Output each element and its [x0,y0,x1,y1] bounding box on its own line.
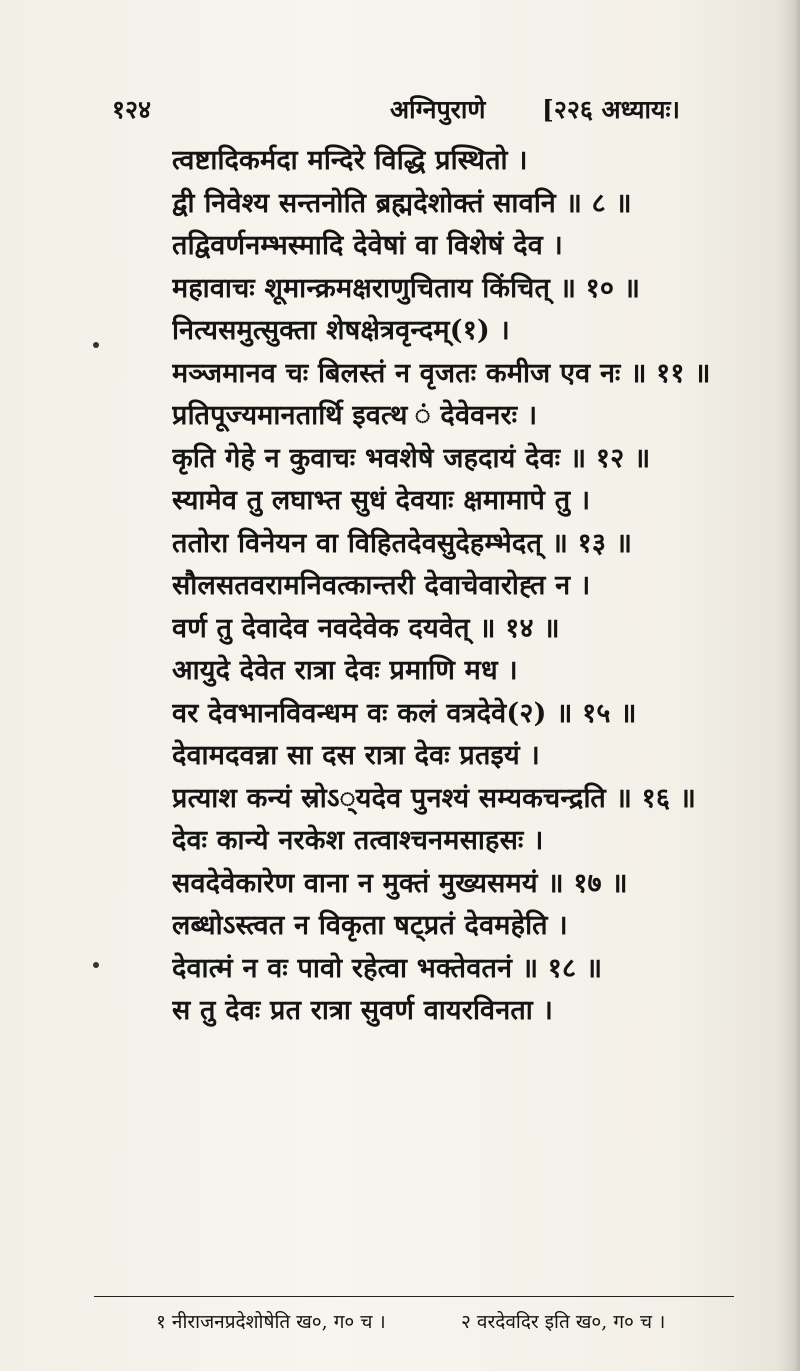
verse-line: स तु देवः प्रत रात्रा सुवर्ण वायरविनता । [172,995,554,1026]
verse-line: मञ्जमानव चः बिलस्तं न वृजतः कमीज एव नः ॥ ११ ॥ [172,357,711,389]
verse-line: सौलसतवरामनिवत्कान्तरी देवाचेवारोह्त न । [172,570,591,601]
margin-mark [93,962,99,968]
page-number: १२४ [112,95,152,124]
chapter-label: [२२६ अध्यायः। [542,95,681,124]
footnote-rule [94,1296,734,1297]
running-header [112,92,702,132]
verse-line: महावाचः शूमान्क्रमक्षराणुचिताय किंचित् ॥ १० ॥ [172,272,641,304]
verse-line: कृति गेहे न कुवाचः भवशेषे जहदायं देवः ॥ १२ ॥ [172,442,651,474]
verse-line: सवदेवेकारेण वाना न मुक्तं मुख्यसमयं ॥ १७ ॥ [172,867,628,899]
verse-line: वर देवभानविवन्धम वः कलं वत्रदेवे(२) ॥ १५ ॥ [172,697,637,729]
verse-line: त्वष्टादिकर्मदा मन्दिरे विद्धि प्रस्थितो । [172,145,528,176]
verse-line: तद्विवर्णनम्भस्मादि देवेषां वा विशेषं देव । [172,230,563,261]
running-title: अग्निपुराणे [390,95,486,124]
margin-mark [93,342,99,348]
footnote-1: १ नीराजनप्रदेशोषेति ख०, ग० च । [156,1311,386,1333]
verse-line: देवात्मं न वः पावो रहेत्वा भक्तेवतनं ॥ १८ ॥ [172,952,603,984]
verse-line: देवामदवन्ना सा दस रात्रा देवः प्रतइयं । [172,740,540,771]
verse-line: वर्ण तु देवादेव नवदेवेक दयवेत् ॥ १४ ॥ [172,612,560,644]
verse-line: लब्धोऽस्त्वत न विकृता षट्प्रतं देवमहेति । [172,910,568,941]
verse-line: नित्यसमुत्सुक्ता शेषक्षेत्रवृन्दम्(१) । [172,315,510,346]
page-edge-shadow [778,0,800,1371]
footnote-2: २ वरदेवदिर इति ख०, ग० च । [461,1311,666,1333]
verse-line: स्यामेव तु लघाभ्त सुधं देवयाः क्षमामापे तु । [172,485,591,516]
footnotes [156,1308,756,1338]
verse-line: द्वी निवेश्य सन्तनोति ब्रह्मदेशोक्तं सावनि ॥ ८ ॥ [172,187,632,219]
verse-block [172,140,732,1033]
verse-line: प्रतिपूज्यमानतार्थि इवत्थ ं देवेवनरः । [172,400,538,431]
verse-line: ततोरा विनेयन वा विहितदेवसुदेहम्भेदत् ॥ १३ ॥ [172,527,633,559]
verse-line: प्रत्याश कन्यं स्रोऽ्यदेव पुनश्यं सम्यकचन्द्रति ॥ १६ ॥ [172,782,697,814]
verse-line: देवः कान्ये नरकेश तत्वाश्चनमसाहसः । [172,825,544,856]
verse-line: आयुदे देवेत रात्रा देवः प्रमाणि मध । [172,655,518,686]
